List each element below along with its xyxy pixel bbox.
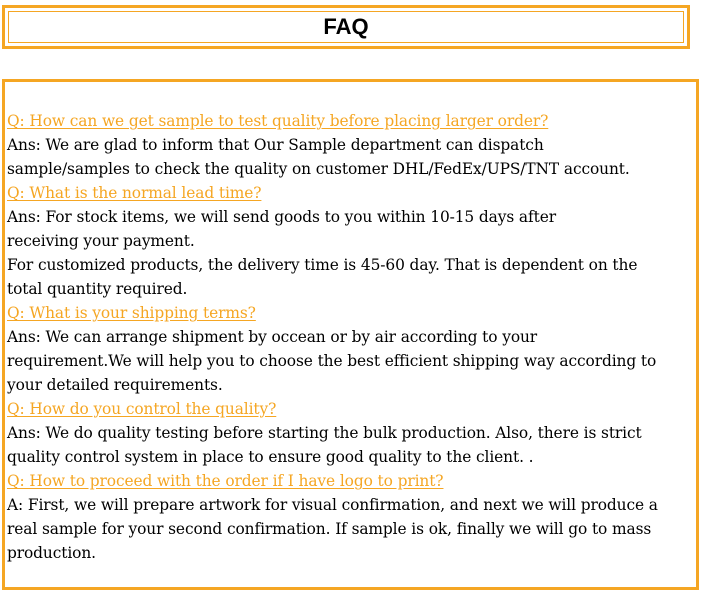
faq-answer-line: sample/samples to check the quality on customer DHL/FedEx/UPS/TNT account. [7,160,630,178]
faq-header-box [2,5,690,49]
faq-answer-line: Ans: We do quality testing before starting the bulk production. Also, there is strict [7,424,642,442]
faq-answer-line: total quantity required. [7,280,188,298]
faq-answer-line: requirement.We will help you to choose the best efficient shipping way according to [7,352,657,370]
faq-answer-line: production. [7,544,96,562]
faq-header-inner [8,11,684,43]
faq-answer-line: quality control system in place to ensure good quality to the client. . [7,448,534,466]
faq-answer-line: Ans: For stock items, we will send goods to you within 10-15 days after [7,208,556,226]
faq-question-link[interactable]: Q: How do you control the quality? [7,400,277,418]
faq-question-link[interactable]: Q: How to proceed with the order if I have logo to print? [7,472,444,490]
faq-answer-line: your detailed requirements. [7,376,223,394]
faq-item [7,469,696,565]
faq-item [7,181,696,301]
faq-answer-line: A: First, we will prepare artwork for visual confirmation, and next we will produce a [7,496,658,514]
faq-list [7,109,696,565]
faq-answer-line: receiving your payment. [7,232,195,250]
faq-answer-line: real sample for your second confirmation. If sample is ok, finally we will go to mass [7,520,652,538]
faq-answer-line: For customized products, the delivery time is 45-60 day. That is dependent on the [7,256,638,274]
faq-answer-line: Ans: We can arrange shipment by occean or by air according to your [7,328,538,346]
page-title: FAQ [323,14,369,39]
faq-item [7,301,696,397]
faq-question-link[interactable]: Q: How can we get sample to test quality before placing larger order? [7,112,549,130]
faq-item [7,109,696,181]
faq-question-link[interactable]: Q: What is your shipping terms? [7,304,256,322]
faq-item [7,397,696,469]
faq-answer-line: Ans: We are glad to inform that Our Sample department can dispatch [7,136,544,154]
faq-question-link[interactable]: Q: What is the normal lead time? [7,184,262,202]
faq-list-box [2,79,699,590]
